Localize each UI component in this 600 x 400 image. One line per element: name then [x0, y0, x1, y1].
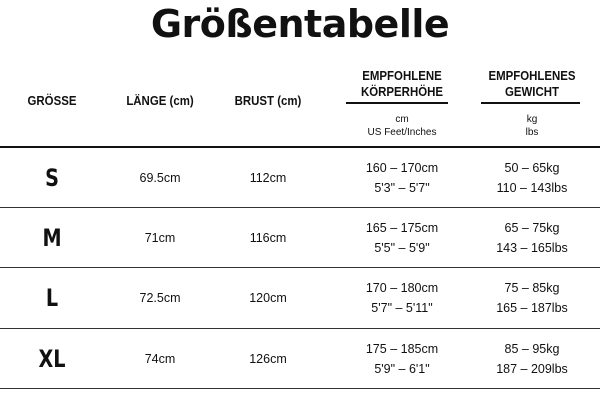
weight-kg-cell: 85 – 95kg	[504, 342, 560, 356]
chest-cell: 112cm	[249, 171, 287, 185]
table-row	[0, 329, 600, 389]
height-cm-cell: 160 – 170cm	[365, 161, 439, 175]
unit-weight-imperial: lbs	[525, 127, 539, 138]
unit-height-metric: cm	[395, 114, 409, 125]
length-cell: 71cm	[144, 231, 176, 245]
size-label: S	[45, 164, 59, 192]
weight-lbs-cell: 187 – 209lbs	[496, 362, 568, 376]
header-height-line2: KÖRPERHÖHE	[360, 84, 444, 99]
height-cm-cell: 170 – 180cm	[365, 281, 439, 295]
header-height-line1: EMPFOHLENE	[362, 68, 442, 83]
table-row	[0, 148, 600, 208]
length-cell: 72.5cm	[139, 291, 181, 305]
size-label: XL	[38, 345, 66, 373]
height-cm-cell: 165 – 175cm	[365, 221, 439, 235]
header-chest: BRUST (cm)	[234, 93, 302, 108]
height-ft-cell: 5'5" – 5'9"	[374, 241, 430, 255]
header-size: GRÖSSE	[27, 93, 77, 108]
length-cell: 69.5cm	[139, 171, 181, 185]
weight-lbs-cell: 165 – 187lbs	[496, 301, 568, 315]
header-weight-line1: EMPFOHLENES	[488, 68, 576, 83]
length-cell: 74cm	[144, 352, 176, 366]
height-ft-cell: 5'7" – 5'11"	[371, 301, 433, 315]
chest-cell: 120cm	[249, 291, 287, 305]
weight-kg-cell: 50 – 65kg	[504, 161, 560, 175]
header-height-underline	[346, 102, 448, 104]
height-ft-cell: 5'3" – 5'7"	[374, 181, 430, 195]
unit-height-imperial: US Feet/Inches	[367, 127, 437, 138]
table-row	[0, 208, 600, 268]
table-row	[0, 268, 600, 328]
weight-kg-cell: 75 – 85kg	[504, 281, 560, 295]
height-ft-cell: 5'9" – 6'1"	[374, 362, 430, 376]
page-title: Größentabelle	[150, 2, 450, 46]
size-label: L	[45, 284, 59, 312]
weight-lbs-cell: 143 – 165lbs	[496, 241, 568, 255]
header-weight-underline	[481, 102, 580, 104]
height-cm-cell: 175 – 185cm	[365, 342, 439, 356]
size-label: M	[42, 224, 62, 252]
chest-cell: 116cm	[249, 231, 287, 245]
header-weight-line2: GEWICHT	[504, 84, 560, 99]
weight-kg-cell: 65 – 75kg	[504, 221, 560, 235]
chest-cell: 126cm	[249, 352, 287, 366]
unit-weight-metric: kg	[526, 114, 538, 125]
weight-lbs-cell: 110 – 143lbs	[496, 181, 568, 195]
header-length: LÄNGE (cm)	[126, 93, 194, 108]
